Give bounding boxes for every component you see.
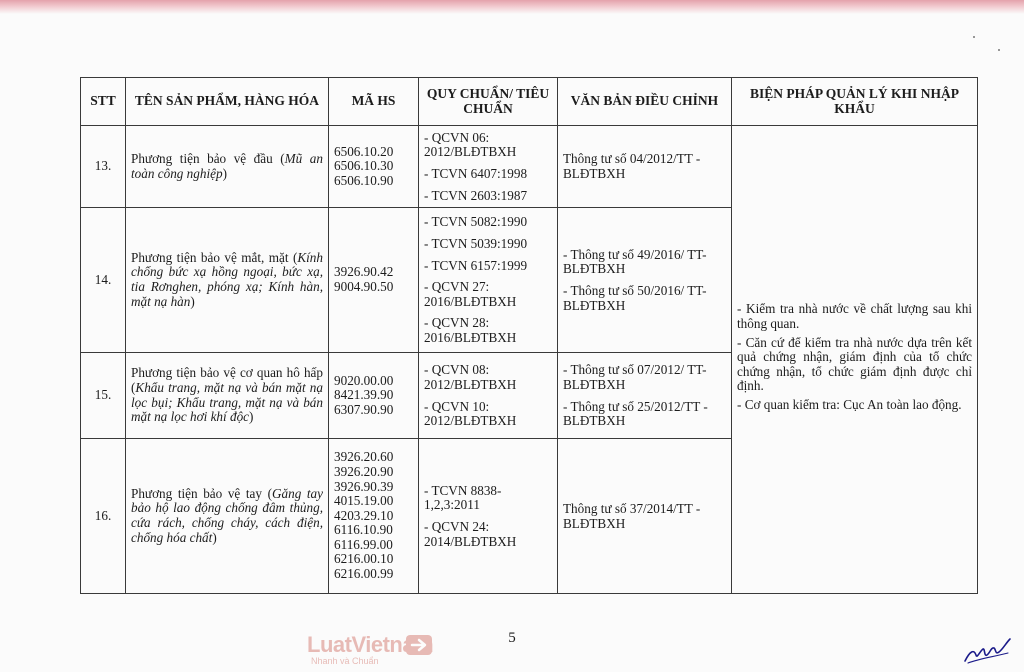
regulation-item: Thông tư số 37/2014/TT - BLĐTBXH [563,500,701,531]
hs-code: 6216.00.99 [334,566,394,582]
hs-code: 3926.90.39 [334,478,394,494]
header-management-measure: BIỆN PHÁP QUẢN LÝ KHI NHẬP KHẨU [732,78,978,126]
hs-code: 3926.90.42 [334,264,394,280]
standard-item: - QCVN 28: 2016/BLĐTBXH [424,315,517,345]
scan-top-band [0,0,1024,14]
standard-item: - TCVN 5039:1990 [424,236,528,252]
measure-item: - Kiểm tra nhà nước về chất lượng sau khi thông quan. [737,301,972,332]
arrow-logo-icon [405,634,433,656]
product-name: Phương tiện bảo vệ cơ quan hô hấp (Khẩu trang, mặt nạ và bán mặt nạ lọc bụi; Khẩu trang, mặt nạ và bán mặt nạ lọc hơi khí độc) [126,353,329,439]
header-stt: STT [81,78,126,126]
regulations [558,208,732,353]
regulation-item: - Thông tư số 25/2012/TT - BLĐTBXH [563,398,708,429]
standard-item: - QCVN 10: 2012/BLĐTBXH [424,398,517,429]
regulations [558,353,732,439]
regulation-item: - Thông tư số 49/2016/ TT-BLĐTBXH [563,246,707,277]
measure-item: - Cơ quan kiểm tra: Cục An toàn lao động. [737,396,962,412]
watermark-brand: LuatVietnam [307,632,434,657]
signature-mark [962,633,1014,667]
row-number: 15. [81,353,126,439]
hs-code: 6216.00.10 [334,551,394,567]
row-number: 14. [81,208,126,353]
hs-code: 6506.10.20 [334,143,394,159]
table-row [81,126,978,208]
watermark-tagline: Nhanh và Chuẩn [311,656,379,666]
header-product-name: TÊN SẢN PHẨM, HÀNG HÓA [126,78,329,126]
standard-item: - TCVN 5082:1990 [424,214,528,230]
scan-speck [998,49,1000,51]
hs-code: 6116.99.00 [334,536,393,552]
standard-item: - QCVN 27: 2016/BLĐTBXH [424,279,517,309]
hs-code: 6506.10.30 [334,158,394,174]
scan-speck [973,36,975,38]
regulation-item: - Thông tư số 07/2012/ TT-BLĐTBXH [563,362,707,392]
regulations [558,126,732,208]
header-regulation: VĂN BẢN ĐIỀU CHỈNH [558,78,732,126]
hs-codes [329,353,419,439]
product-name: Phương tiện bảo vệ tay (Găng tay bảo hộ lao động chống đâm thủng, cứa rách, chống cháy, cách điện, chống hóa chất) [126,439,329,594]
hs-code: 9004.90.50 [334,279,394,294]
standard-item: - TCVN 6407:1998 [424,166,528,181]
hs-codes [329,126,419,208]
watermark-logo [307,634,437,672]
header-standard: QUY CHUẨN/ TIÊU CHUẨN [419,78,558,126]
hs-code: 9020.00.00 [334,372,394,388]
standards [419,353,558,439]
regulation-item: Thông tư số 04/2012/TT - BLĐTBXH [563,151,701,181]
management-measures [732,126,978,594]
hs-code: 3926.20.90 [334,463,394,479]
table-header-row [81,78,978,126]
row-number: 16. [81,439,126,594]
hs-code: 3926.20.60 [334,449,394,465]
standard-item: - TCVN 6157:1999 [424,257,528,273]
hs-code: 8421.39.90 [334,387,394,403]
regulation-item: - Thông tư số 50/2016/ TT-BLĐTBXH [563,283,707,313]
hs-codes [329,208,419,353]
header-hs-code: MÃ HS [329,78,419,126]
hs-code: 6307.90.90 [334,401,394,417]
standard-item: - TCVN 2603:1987 [424,187,528,203]
hs-code: 6116.10.90 [334,522,393,538]
hs-code: 6506.10.90 [334,172,394,188]
regulations [558,439,732,594]
standards [419,126,558,208]
measure-item: - Căn cứ để kiểm tra nhà nước dựa trên kết quả chứng nhận, giám định của tổ chức chứng nhận, tổ chức giám định được chỉ định. [737,334,972,394]
standards [419,439,558,594]
standards [419,208,558,353]
hs-code: 4203.29.10 [334,507,394,523]
product-name: Phương tiện bảo vệ đầu (Mũ an toàn công nghiệp) [126,126,329,208]
hs-codes [329,439,419,594]
standard-item: - QCVN 08: 2012/BLĐTBXH [424,362,517,392]
standard-item: - QCVN 06: 2012/BLĐTBXH [424,129,517,160]
page-number: 5 [508,630,516,646]
hs-code: 4015.19.00 [334,493,394,509]
product-table [80,77,978,594]
product-name: Phương tiện bảo vệ mắt, mặt (Kính chống bức xạ hồng ngoại, bức xạ, tia Rơnghen, phóng xạ; Kính hàn, mặt nạ hàn) [126,208,329,353]
standard-item: - QCVN 24: 2014/BLĐTBXH [424,519,517,549]
standard-item: - TCVN 8838-1,2,3:2011 [424,482,502,513]
row-number: 13. [81,126,126,208]
